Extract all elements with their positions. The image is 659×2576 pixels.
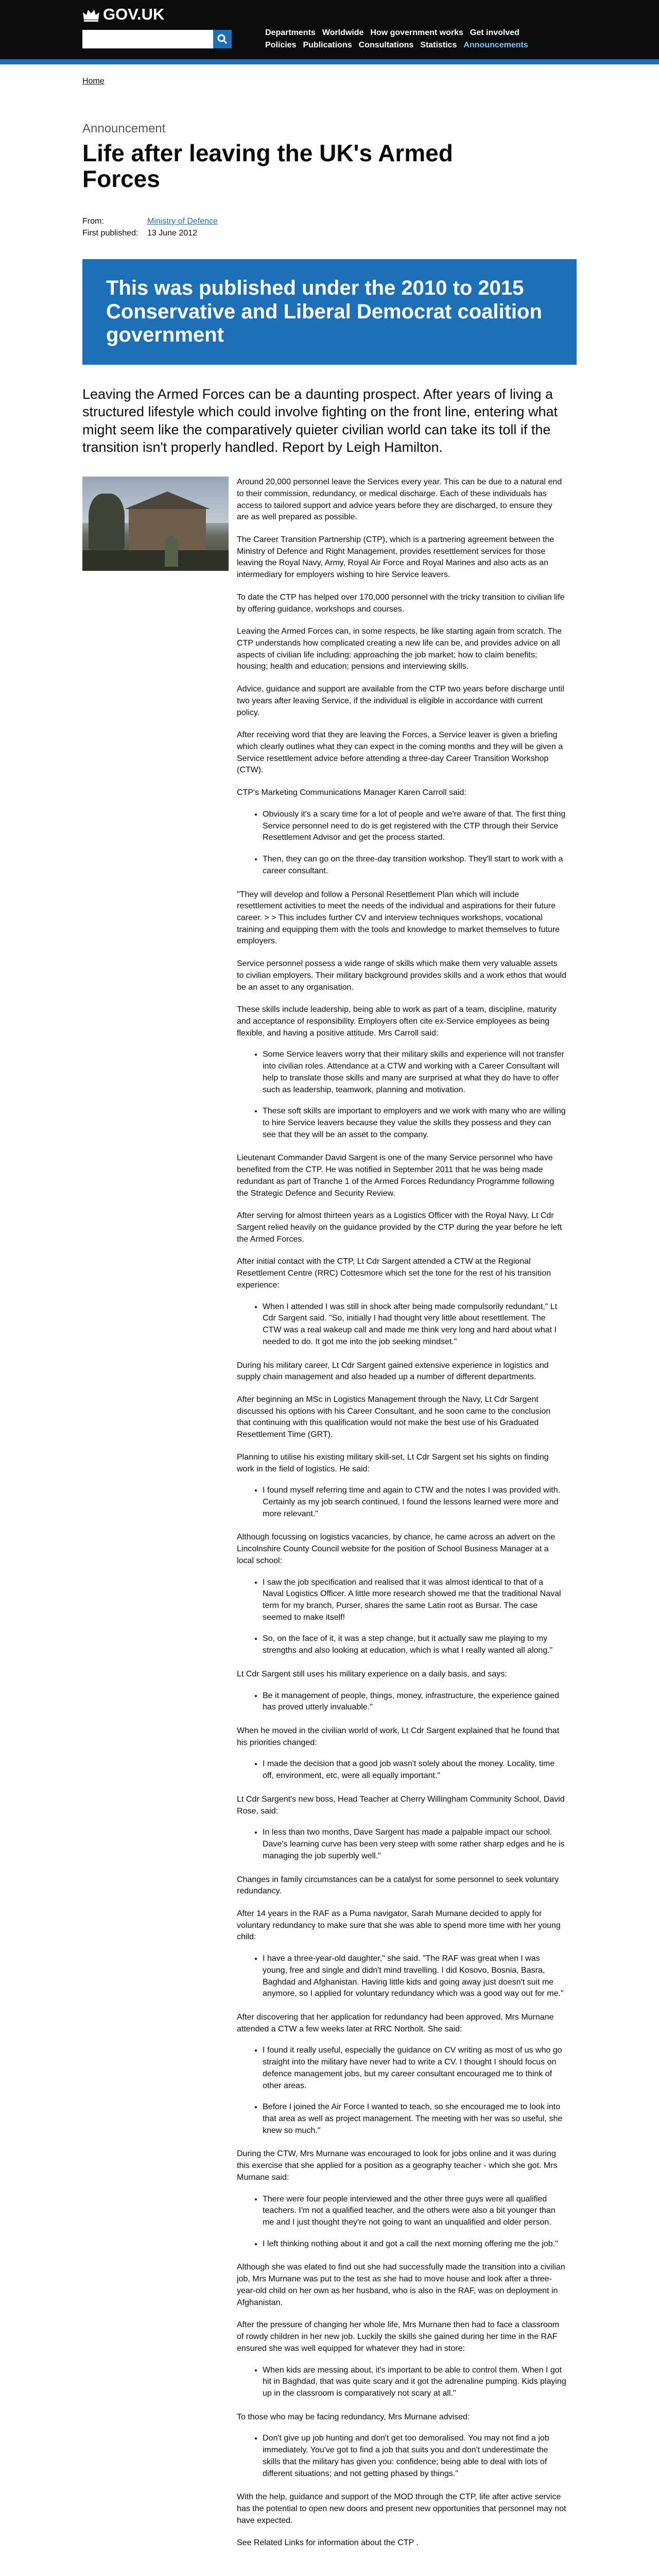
quote-list bbox=[263, 1690, 566, 1714]
body-paragraph: Lieutenant Commander David Sargent is one of the many Service personnel who have benefited from the CTP. He was notified in September 2011 that he was being made redundant as part of Tranche 1 of the Armed Forces Redundancy Programme following the Strategic Defence and Security Review. bbox=[237, 1154, 554, 1198]
quote-item: • I found myself referring time and again to CTW and the notes I was provided with. Certainly as my job search continued, I found the lessons learned were more and more relevant." bbox=[263, 1485, 566, 1520]
quote-list bbox=[263, 1758, 566, 1782]
quote-item: • In less than two months, Dave Sargent has made a palpable impact our school. Dave's learning curve has been very steep with some rather sharp edges and he is managing the job superbly well." bbox=[263, 1827, 566, 1862]
meta-from-link[interactable]: Ministry of Defence bbox=[147, 216, 218, 226]
body-paragraph: After initial contact with the CTP, Lt Cdr Sargent attended a CTW at the Regional Resettlement Centre (RRC) Cottesmore which set the tone for the rest of his transition experience: bbox=[237, 1257, 551, 1290]
body-paragraph: Lt Cdr Sargent's new boss, Head Teacher at Cherry Willingham Community School, David Rose, said: bbox=[237, 1794, 565, 1816]
meta-published-label: First published: bbox=[82, 229, 138, 238]
logo-text: GOV.UK bbox=[103, 5, 165, 23]
quote-item: • I made the decision that a good job wasn't solely about the money. Locality, time off, environment, etc, were all equally important." bbox=[263, 1758, 566, 1782]
quote-item: • So, on the face of it, it was a step change, but it actually saw me playing to my strengths and also looking at education, which is what I really wanted all along." bbox=[263, 1633, 566, 1656]
body-paragraph: When he moved in the civilian world of work, Lt Cdr Sargent explained that he found that his priorities changed: bbox=[237, 1726, 560, 1747]
body-paragraph: After beginning an MSc in Logistics Management through the Navy, Lt Cdr Sargent discussed his options with his Career Consultant, and he soon came to the conclusion that continuing with this qualification would not make the best use of his Graduated Resettlement Time (GRT). bbox=[237, 1395, 551, 1439]
body-paragraph: Although she was elated to find out she had successfully made the transition into a civilian job, Mrs Murnane was put to the test as she had to move house and look after a three-year-old child on her own as her husband, who is also in the RAF, was on deployment in Afghanistan. bbox=[237, 2263, 565, 2307]
nav-get-involved[interactable]: Get involved bbox=[470, 28, 519, 37]
body-paragraph: During the CTW, Mrs Murnane was encouraged to look for jobs online and it was during this exercise that she applied for a position as a geography teacher - which she got. Mrs Murnane said: bbox=[237, 2149, 558, 2182]
quote-item: • I found it really useful, especially the guidance on CV writing as most of us who go straight into the military have never had to write a CV. I thought I should focus on defence management jobs, but my career consultant encouraged me to think of other areas. bbox=[263, 2045, 566, 2092]
quote-item: • Obviously it's a scary time for a lot of people and we're aware of that. The first thing Service personnel need to do is get registered with the CTP through their Service Resettlement Advisor and get the process started. bbox=[263, 809, 566, 844]
quote-item: • When I attended I was still in shock after being made compulsorily redundant," Lt Cdr Sargent said. "So, initially I had thought very little about resettlement. The CTW was a real wakeup call and made me think very long and hard about what I needed to do. It got me into the job seeking mindset." bbox=[263, 1301, 566, 1348]
nav-statistics[interactable]: Statistics bbox=[420, 41, 457, 49]
quote-item: • When kids are messing about, it's important to be able to control them. When I got hit in Baghdad, that was quite scary and it got the adrenaline pumping. Kids playing up in the classroom is comparatively not scary at all." bbox=[263, 2365, 566, 2400]
nav-publications[interactable]: Publications bbox=[303, 41, 352, 49]
body-paragraph: To date the CTP has helped over 170,000 personnel with the tricky transition to civilian life by offering guidance, workshops and courses. bbox=[237, 592, 565, 614]
search-button[interactable] bbox=[213, 30, 232, 48]
body-paragraph: After the pressure of changing her whole life, Mrs Murnane then had to face a classroom of rowdy children in her new job. Luckily the skills she gained during her time in the RAF ensured she was well equipped for whatever they had in store: bbox=[237, 2320, 560, 2353]
quote-item: • Before I joined the Air Force I wanted to teach, so she encouraged me to look into that area as well as project management. The meeting with her was so useful, she knew so much." bbox=[263, 2102, 566, 2137]
body-paragraph: After discovering that her application for redundancy had been approved, Mrs Murnane attended a CTW a few weeks later at RRC Northolt. She said: bbox=[237, 2012, 554, 2033]
nav-how-government-works[interactable]: How government works bbox=[370, 28, 463, 37]
body-paragraph: Leaving the Armed Forces can, in some respects, be like starting again from scratch. The CTP understands how complicated creating a new life can be, and provides advice on all aspects of civilian life including: approaching the job market; how to claim benefits; housing; health and education; pensions and interviewing skills. bbox=[237, 627, 562, 671]
body-paragraph: The Career Transition Partnership (CTP), which is a partnering agreement between the Ministry of Defence and Right Management, provides resettlement services for those leaving the Royal Navy, Army, Royal Air Force and Royal Marines and also acts as an intermediary for employers wishing to hire Service leavers. bbox=[237, 535, 554, 580]
page-title: Life after leaving the UK's Armed Forces bbox=[82, 139, 453, 193]
summary: Leaving the Armed Forces can be a daunting prospect. After years of living a structured lifestyle which could involve fighting on the front line, entering what might seem like the comparatively quieter civilian world can take its toll if the transition isn't properly handled. Report by Leigh Hamilton. bbox=[82, 386, 558, 455]
nav-worldwide[interactable]: Worldwide bbox=[322, 28, 364, 37]
body-paragraph: Lt Cdr Sargent still uses his military experience on a daily basis, and says: bbox=[237, 1669, 507, 1679]
photo-column bbox=[82, 477, 237, 2560]
body-paragraph: After serving for almost thirteen years as a Logistics Officer with the Royal Navy, Lt Cdr Sargent relied heavily on the guidance provided by the CTP during the year before he left the Armed Forces. bbox=[237, 1211, 562, 1244]
quote-list bbox=[263, 1577, 566, 1657]
quote-item: • Be it management of people, things, money, infrastructure, the experience gained has proved utterly invaluable." bbox=[263, 1690, 566, 1714]
breadcrumb bbox=[82, 64, 577, 87]
govuk-logo[interactable] bbox=[82, 5, 245, 24]
quote-item: • Some Service leavers worry that their military skills and experience will not transfer into civilian roles. Attendance at a CTW and working with a Career Consultant will help to translate those skills and many are surprised at what they do have to offer such as leadership, teamwork, planning and motivation. bbox=[263, 1049, 566, 1096]
body-paragraph: These skills include leadership, being able to work as part of a team, discipline, maturity and acceptance of responsibility. Employers often cite ex-Service employees as being flexible, and having a positive attitude. Mrs Carroll said: bbox=[237, 1005, 557, 1038]
quote-list bbox=[263, 2045, 566, 2137]
quote-list bbox=[263, 1301, 566, 1348]
quote-item: • Then, they can go on the three-day transition workshop. They'll start to work with a career consultant. bbox=[263, 854, 566, 877]
quote-list bbox=[263, 1953, 566, 2000]
quote-item: • These soft skills are important to employers and we work with many who are willing to hire Service leavers because they value the skills they possess and they can see that they will be an asset to the company. bbox=[263, 1106, 566, 1141]
meta-from-label: From: bbox=[82, 216, 104, 226]
quote-list bbox=[263, 1049, 566, 1141]
nav-row-2 bbox=[265, 39, 528, 52]
quote-list bbox=[263, 1485, 566, 1520]
body-paragraph: CTP's Marketing Communications Manager Karen Carroll said: bbox=[237, 788, 466, 798]
body-paragraph: Around 20,000 personnel leave the Services every year. This can be due to a natural end to their commission, redundancy, or medical discharge. Each of these individuals has access to tailored support and advice years before they are discharged, to ensure they are as well prepared as possible. bbox=[237, 478, 562, 522]
quote-list bbox=[263, 2194, 566, 2250]
site-header bbox=[0, 0, 659, 59]
nav-departments[interactable]: Departments bbox=[265, 28, 316, 37]
article-photo bbox=[82, 477, 229, 571]
document-type: Announcement bbox=[82, 122, 166, 136]
history-banner-text: This was published under the 2010 to 2015 Conservative and Liberal Democrat coalition government bbox=[106, 277, 542, 347]
crown-icon bbox=[82, 7, 100, 22]
body-paragraph: To those who may be facing redundancy, Mrs Murnane advised: bbox=[237, 2412, 470, 2421]
body-grid bbox=[82, 477, 577, 2560]
header-blue-bar bbox=[0, 59, 659, 64]
body-paragraph: With the help, guidance and support of the MOD through the CTP, life after active service has the potential to open new doors and present new opportunities that personnel may not have expected. bbox=[237, 2493, 566, 2525]
article-body bbox=[237, 477, 566, 2560]
quote-item: • I left thinking nothing about it and got a call the next morning offering me the job." bbox=[263, 2239, 566, 2250]
metadata bbox=[82, 216, 577, 239]
body-paragraph: Advice, guidance and support are available from the CTP two years before discharge until two years after leaving Service, if the individual is eligible in accordance with current policy. bbox=[237, 685, 564, 717]
body-paragraph: During his military career, Lt Cdr Sargent gained extensive experience in logistics and supply chain management and also headed up a number of different departments. bbox=[237, 1361, 549, 1382]
breadcrumb-home[interactable]: Home bbox=[82, 77, 105, 86]
title-block bbox=[82, 87, 577, 239]
body-paragraph: Although focussing on logistics vacancies, by chance, he came across an advert on the Lincolnshire County Council website for the position of School Business Manager at a local school: bbox=[237, 1533, 556, 1565]
quote-list bbox=[263, 2433, 566, 2480]
main-content bbox=[82, 64, 577, 2576]
meta-published-value: 13 June 2012 bbox=[147, 229, 197, 238]
history-banner bbox=[82, 259, 577, 365]
quote-list bbox=[263, 2365, 566, 2400]
nav-row-1 bbox=[265, 27, 528, 39]
quote-item: • Don't give up job hunting and don't get too demoralised. You may not find a job immediately. You've got to find a job that suits you and don't underestimate the skills that the military has given you: confidence; being able to deal with lots of different situations; and not getting phased by things." bbox=[263, 2433, 566, 2480]
quote-list bbox=[263, 809, 566, 877]
quote-item: • I saw the job specification and realised that it was almost identical to that of a Naval Logistics Officer. A little more research showed me that the traditional Naval term for my branch, Purser, shares the same Latin root as Bursar. The case seemed to make itself! bbox=[263, 1577, 566, 1624]
body-paragraph: See Related Links for information about the CTP . bbox=[237, 2538, 419, 2548]
quote-item: • There were four people interviewed and the other three guys were all qualified teachers. I'm not a qualified teacher, and the others were also a bit younger than me and I just thought they're not going to want an unqualified and older person. bbox=[263, 2194, 566, 2229]
body-paragraph: After 14 years in the RAF as a Puma navigator, Sarah Mumane decided to apply for voluntary redundancy to make sure that she was able to spend more time with her young child: bbox=[237, 1909, 561, 1942]
body-paragraph: Planning to utilise his existing military skill-set, Lt Cdr Sargent set his sights on finding work in the field of logistics. He said: bbox=[237, 1452, 549, 1473]
nav-consultations[interactable]: Consultations bbox=[358, 41, 414, 49]
search-form bbox=[82, 30, 232, 48]
quote-item: • I have a three-year-old daughter," she said. "The RAF was great when I was young, free and single and didn't mind travelling. I did Kosovo, Bosnia, Basra, Baghdad and Afghanistan. Having little kids and going away just doesn't suit me anymore, so I applied for voluntary redundancy which was a good way out for me." bbox=[263, 1953, 566, 2000]
body-paragraph: Service personnel possess a wide range of skills which make them very valuable assets to civilian employers. Their military background provides skills and a work ethos that would be an asset to any organisation. bbox=[237, 959, 566, 992]
nav-announcements[interactable]: Announcements bbox=[463, 41, 528, 49]
body-paragraph: After receiving word that they are leaving the Forces, a Service leaver is given a briefing which clearly outlines what they can expect in the coming months and they will be given a Service resettlement advice before attending a three-day Career Transition Workshop (CTW). bbox=[237, 731, 563, 775]
body-paragraph: "They will develop and follow a Personal Resettlement Plan which will include resettlement activities to meet the needs of the individual and aspirations for their future career. > > This includes further CV and interview techniques workshops, vocational training and equipping them with the tools and knowledge to market themselves to future employers. bbox=[237, 890, 560, 946]
main-nav bbox=[265, 5, 528, 52]
search-icon bbox=[217, 34, 228, 44]
search-input[interactable] bbox=[82, 30, 213, 48]
body-paragraph: Changes in family circumstances can be a catalyst for some personnel to seek voluntary redundancy. bbox=[237, 1875, 559, 1896]
nav-policies[interactable]: Policies bbox=[265, 41, 297, 49]
quote-list bbox=[263, 1827, 566, 1862]
